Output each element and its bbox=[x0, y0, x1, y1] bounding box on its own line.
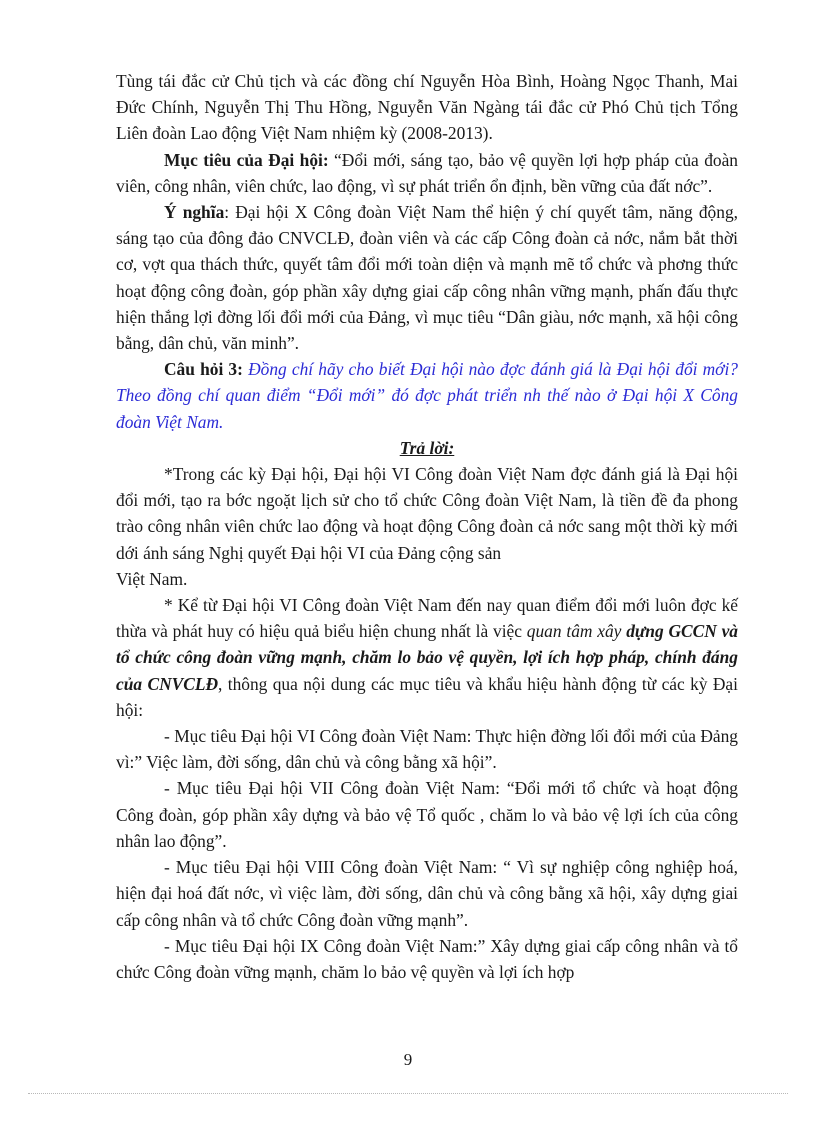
document-body bbox=[116, 68, 738, 985]
answer-2-emphasis: dựng GCCN và tổ chức công đoàn vững mạnh, chăm lo bảo vệ quyền, lợi ích hợp pháp, chính đáng của CNVCLĐ bbox=[116, 621, 738, 694]
paragraph-goal bbox=[116, 147, 738, 199]
goal-item-vii: - Mục tiêu Đại hội VII Công đoàn Việt Nam: “Đổi mới tổ chức và hoạt động Công đoàn, góp phần xây dựng và bảo vệ Tổ quốc , chăm lo và bảo vệ lợi ích của công nhân lao động”. bbox=[116, 778, 738, 851]
answer-2-text-start: * Kể từ Đại hội VI Công đoàn Việt Nam đến nay quan điểm đổi mới luôn đợc kế thừa và phát huy có hiệu quả biểu hiện chung nhất là việc bbox=[116, 595, 738, 642]
paragraph-meaning bbox=[116, 199, 738, 356]
goal-label: Mục tiêu của Đại hội: bbox=[164, 149, 329, 170]
answer-paragraph-1: *Trong các kỳ Đại hội, Đại hội VI Công đoàn Việt Nam đợc đánh giá là Đại hội đổi mới, tạo ra bớc ngoặt lịch sử cho tổ chức Công đoàn Việt Nam, là tiền đề đa phong trào công nhân viên chức lao động và hoạt động Công đoàn cả nớc sang một thời kỳ mới dới ánh sáng Nghị quyết Đại hội VI của Đảng cộng sản bbox=[116, 464, 738, 563]
page-number: 9 bbox=[403, 1050, 413, 1069]
answer-title: Trả lời: bbox=[399, 437, 455, 458]
question-label: Câu hỏi 3: bbox=[164, 359, 243, 380]
footer-divider bbox=[28, 1093, 788, 1094]
goal-item-ix: - Mục tiêu Đại hội IX Công đoàn Việt Nam:” Xây dựng giai cấp công nhân và tổ chức Công đoàn vững mạnh, chăm lo bảo vệ quyền và lợi ích hợp bbox=[116, 935, 738, 982]
answer-2-italic: quan tâm xây bbox=[526, 621, 627, 642]
question-text: Đồng chí hãy cho biết Đại hội nào đợc đánh giá là Đại hội đổi mới? Theo đồng chí quan điểm “Đổi mới” đó đợc phát triển nh thế nào ở Đại hội X Công đoàn Việt Nam. bbox=[116, 359, 738, 432]
answer-2-text-end: , thông qua nội dung các mục tiêu và khẩu hiệu hành động từ các kỳ Đại hội: bbox=[116, 673, 738, 720]
question-3 bbox=[116, 356, 738, 435]
paragraph-leadership: Tùng tái đắc cử Chủ tịch và các đồng chí Nguyễn Hòa Bình, Hoàng Ngọc Thanh, Mai Đức Chính, Nguyễn Thị Thu Hồng, Nguyễn Văn Ngàng tái đắc cử Phó Chủ tịch Tổng Liên đoàn Lao động Việt Nam nhiệm kỳ (2008-2013). bbox=[116, 71, 738, 144]
goal-item-viii: - Mục tiêu Đại hội VIII Công đoàn Việt Nam: “ Vì sự nghiệp công nghiệp hoá, hiện đại hoá đất nớc, vì việc làm, đời sống, dân chủ và công bằng xã hội, xây dựng giai cấp công nhân và tổ chức Công đoàn vững mạnh”. bbox=[116, 857, 738, 930]
answer-paragraph-2 bbox=[116, 592, 738, 723]
answer-paragraph-1-tail: Việt Nam. bbox=[116, 568, 188, 589]
answer-heading bbox=[116, 435, 738, 461]
meaning-text: : Đại hội X Công đoàn Việt Nam thể hiện ý chí quyết tâm, năng động, sáng tạo của đông đảo CNVCLĐ, đoàn viên và các cấp Công đoàn cả nớc, nắm bắt thời cơ, vợt qua thách thức, quyết tâm đổi mới toàn diện và mạnh mẽ tổ chức và phơng thức hoạt động công đoàn, góp phần xây dựng giai cấp công nhân vững mạnh, phấn đấu thực hiện thắng lợi đờng lối đổi mới của Đảng, vì mục tiêu “Dân giàu, nớc mạnh, xã hội công bằng, dân chủ, văn minh”. bbox=[116, 202, 738, 354]
meaning-label: Ý nghĩa bbox=[164, 202, 225, 223]
goal-item-vi: - Mục tiêu Đại hội VI Công đoàn Việt Nam: Thực hiện đờng lối đổi mới của Đảng vì:” Việc làm, đời sống, dân chủ và công bằng xã hội”. bbox=[116, 726, 738, 773]
goal-text: “Đổi mới, sáng tạo, bảo vệ quyền lợi hợp pháp của đoàn viên, công nhân, viên chức, lao động, vì sự phát triển ổn định, bền vững của đất nớc”. bbox=[116, 149, 738, 196]
